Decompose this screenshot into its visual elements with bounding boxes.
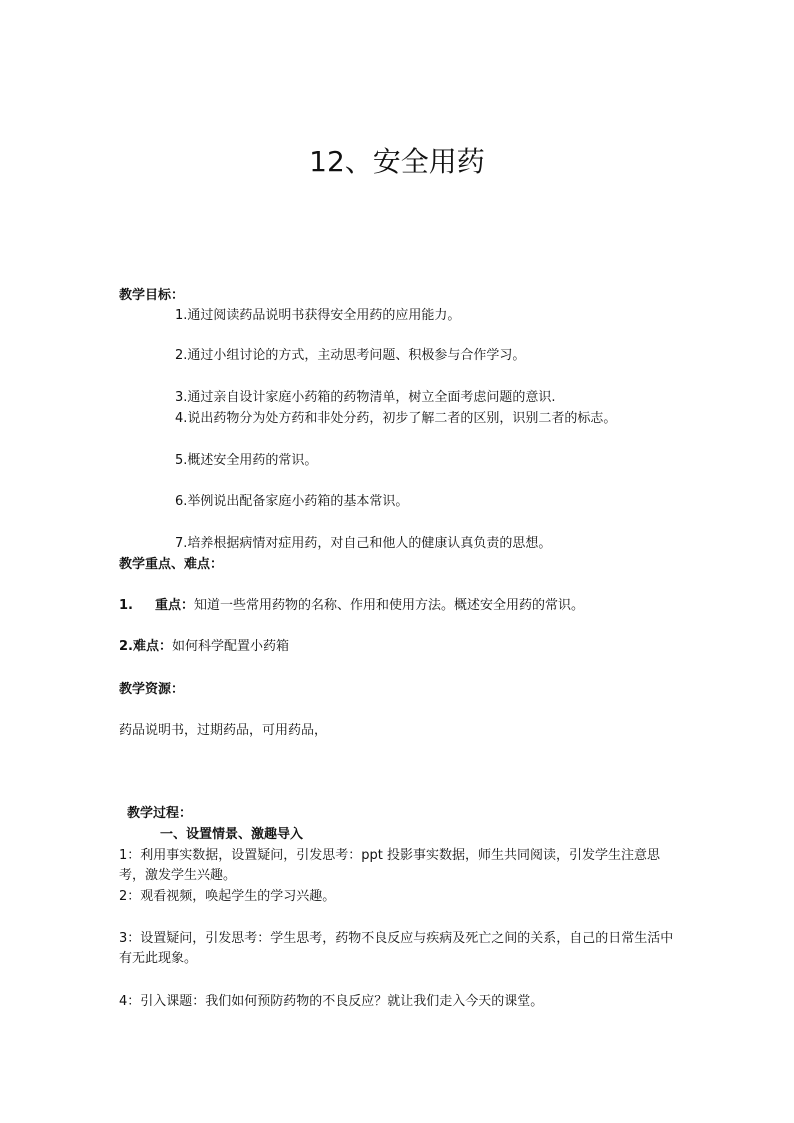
objectives-heading: 教学目标：	[119, 288, 185, 303]
key-points-heading: 教学重点、难点：	[119, 557, 224, 572]
process-step: 3：设置疑问，引发思考：学生思考，药物不良反应与疾病及死亡之间的关系，自己的日常生活中有无此现象。	[119, 931, 674, 966]
key-point-1	[119, 596, 584, 616]
key-point-2-label: 2.难点：	[119, 639, 172, 654]
objective-item: 5.概述安全用药的常识。	[175, 453, 318, 468]
objective-item: 2.通过小组讨论的方式，主动思考问题、积极参与合作学习。	[175, 348, 526, 363]
process-step: 2：观看视频，唤起学生的学习兴趣。	[119, 889, 336, 904]
key-point-1-label: 重点：	[154, 598, 194, 613]
objective-item: 1.通过阅读药品说明书获得安全用药的应用能力。	[175, 308, 461, 323]
process-step: 1：利用事实数据，设置疑问，引发思考：ppt 投影事实数据，师生共同阅读，引发学生注意思考，激发学生兴趣。	[119, 848, 661, 883]
key-point-1-text: 知道一些常用药物的名称、作用和使用方法。概述安全用药的常识。	[194, 598, 585, 613]
key-point-1-number: 1.	[119, 598, 133, 613]
key-point-2-text: 如何科学配置小药箱	[171, 639, 289, 654]
objective-item: 6.举例说出配备家庭小药箱的基本常识。	[175, 494, 409, 509]
objective-item: 7.培养根据病情对症用药，对自己和他人的健康认真负责的思想。	[175, 536, 552, 551]
process-heading: 教学过程：	[127, 806, 193, 821]
key-point-2	[119, 637, 289, 657]
process-step: 4：引入课题：我们如何预防药物的不良反应？就让我们走入今天的课堂。	[119, 994, 544, 1009]
resources-text: 药品说明书，过期药品，可用药品，	[119, 723, 328, 738]
document-title: 12、安全用药	[309, 145, 485, 178]
resources-heading: 教学资源：	[119, 682, 185, 697]
objective-item: 4.说出药物分为处方药和非处分药，初步了解二者的区别，识别二者的标志。	[175, 411, 617, 426]
objective-item: 3.通过亲自设计家庭小药箱的药物清单，树立全面考虑问题的意识.	[175, 390, 556, 405]
process-section-heading: 一、设置情景、激趣导入	[160, 827, 304, 842]
